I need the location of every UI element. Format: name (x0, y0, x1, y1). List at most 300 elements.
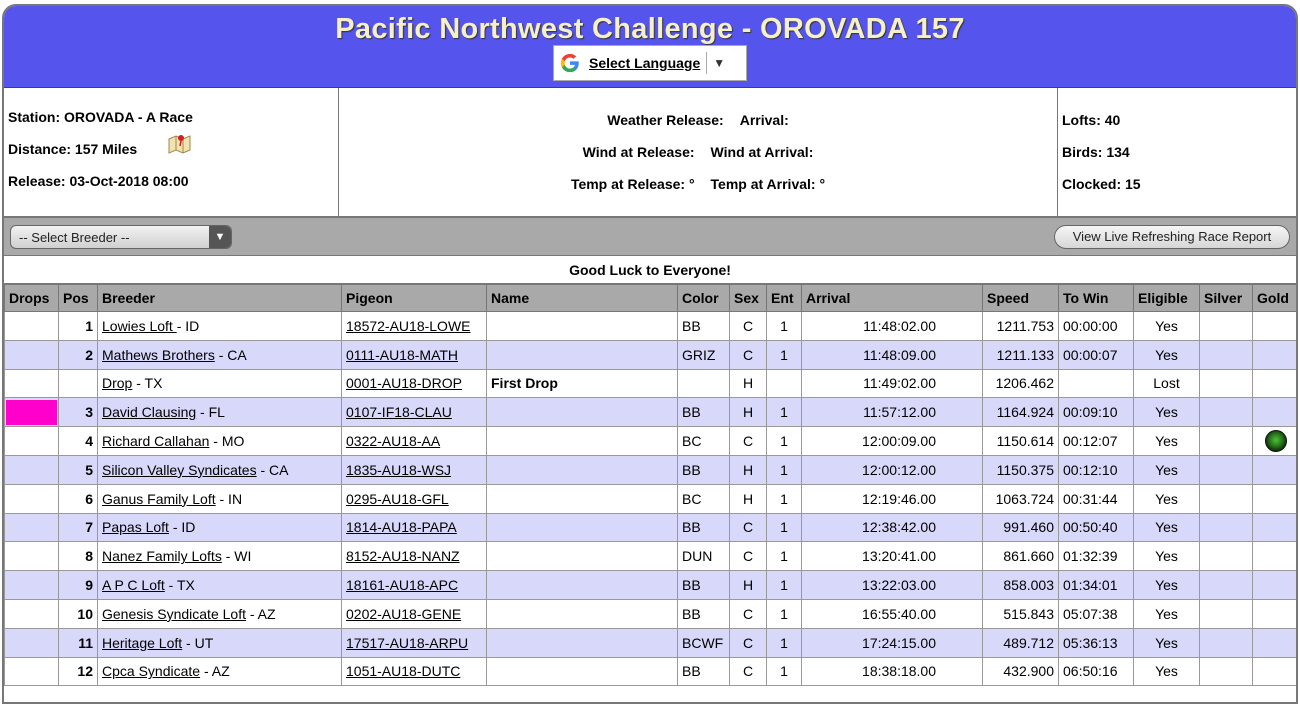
breeder-cell (98, 542, 342, 571)
to-win-cell (1059, 571, 1134, 600)
color-cell (678, 455, 730, 484)
table-row (5, 571, 1299, 600)
name-cell (487, 455, 678, 484)
entry-value: 1 (780, 605, 788, 622)
entry-cell (767, 628, 802, 657)
breeder-link[interactable]: A P C Loft (102, 577, 165, 594)
color-value: BB (682, 577, 701, 594)
column-header-drops: Drops (5, 285, 59, 312)
to-win-value: 00:12:07 (1063, 433, 1118, 450)
eligible-value: Yes (1155, 519, 1178, 536)
select-language-label[interactable]: Select Language (589, 55, 701, 71)
drop-marker (6, 400, 57, 425)
entry-cell (767, 657, 802, 686)
column-header-name: Name (487, 285, 678, 312)
toolbar (4, 218, 1296, 256)
position-value: 11 (78, 634, 93, 651)
pigeon-link[interactable]: 0322-AU18-AA (346, 433, 441, 450)
position-value: 12 (77, 663, 93, 680)
arrival-cell (802, 599, 983, 628)
color-value: GRIZ (682, 346, 716, 363)
temp-arrival-text: Temp at Arrival: ° (710, 176, 826, 192)
to-win-cell (1059, 628, 1134, 657)
sex-cell (730, 657, 767, 686)
pigeon-cell (342, 455, 487, 484)
pigeon-name: First Drop (491, 375, 558, 392)
race-stats (1058, 88, 1296, 216)
name-cell (487, 340, 678, 369)
eligible-cell (1134, 398, 1200, 427)
drops-cell (5, 571, 59, 600)
speed-cell (983, 340, 1059, 369)
speed-value: 489.712 (1003, 634, 1054, 651)
arrival-cell (802, 571, 983, 600)
drops-cell (5, 657, 59, 686)
sex-cell (730, 398, 767, 427)
to-win-cell (1059, 312, 1134, 341)
message-banner: Good Luck to Everyone! (4, 256, 1296, 284)
map-icon[interactable] (167, 131, 193, 155)
drops-cell (5, 599, 59, 628)
name-cell (487, 657, 678, 686)
breeder-link[interactable]: Ganus Family Loft (102, 490, 216, 507)
color-cell (678, 628, 730, 657)
arrival-value: 13:20:41.00 (862, 548, 936, 565)
speed-cell (983, 398, 1059, 427)
position-cell (59, 455, 98, 484)
language-selector[interactable] (553, 45, 747, 81)
weather-release-text: Weather Release: (607, 112, 724, 128)
drops-cell (5, 542, 59, 571)
wind-arrival-text: Wind at Arrival: (710, 144, 814, 160)
color-value: BB (682, 605, 701, 622)
to-win-value: 05:07:38 (1063, 605, 1118, 622)
color-cell (678, 513, 730, 542)
breeder-cell (98, 628, 342, 657)
sex-cell (730, 628, 767, 657)
entry-cell (767, 599, 802, 628)
live-race-report-button[interactable]: View Live Refreshing Race Report (1054, 225, 1290, 249)
silver-cell (1200, 484, 1253, 513)
gold-cell (1253, 571, 1299, 600)
speed-value: 861.660 (1003, 548, 1054, 565)
eligible-value: Yes (1155, 634, 1178, 651)
distance-text: Distance: 157 Miles (8, 141, 138, 157)
drops-cell (5, 427, 59, 456)
breeder-link[interactable]: Heritage Loft (102, 634, 183, 651)
birds-count: Birds: 134 (1062, 144, 1130, 160)
entry-value: 1 (780, 490, 788, 507)
speed-value: 1206.462 (995, 375, 1054, 392)
temp-release-text: Temp at Release: ° (570, 176, 695, 192)
drops-cell (5, 398, 59, 427)
table-row (5, 599, 1299, 628)
column-header-arrival: Arrival (802, 285, 983, 312)
sex-cell (730, 340, 767, 369)
breeder-cell (98, 599, 342, 628)
pigeon-link[interactable]: 0001-AU18-DROP (346, 375, 462, 392)
eligible-value: Yes (1155, 404, 1178, 421)
sex-value: C (742, 548, 754, 565)
pigeon-link[interactable]: 18161-AU18-APC (346, 577, 459, 594)
eligible-value: Yes (1155, 663, 1178, 680)
speed-cell (983, 599, 1059, 628)
eligible-cell (1134, 513, 1200, 542)
silver-cell (1200, 628, 1253, 657)
pigeon-link[interactable]: 8152-AU18-NANZ (346, 548, 460, 565)
to-win-value: 00:12:10 (1063, 461, 1118, 478)
position-value: 2 (85, 346, 93, 363)
silver-cell (1200, 369, 1253, 398)
breeder-link[interactable]: Genesis Syndicate Loft (102, 605, 246, 622)
entry-value: 1 (780, 548, 788, 565)
drops-cell (5, 455, 59, 484)
sex-value: H (742, 404, 754, 421)
pigeon-cell (342, 571, 487, 600)
sex-cell (730, 427, 767, 456)
arrival-value: 12:00:12.00 (862, 461, 936, 478)
color-value: BC (682, 490, 702, 507)
speed-cell (983, 484, 1059, 513)
speed-value: 1150.375 (996, 461, 1054, 478)
column-header-color: Color (678, 285, 730, 312)
breeder-link[interactable]: Silicon Valley Syndicates (102, 461, 257, 478)
table-row (5, 398, 1299, 427)
clocked-count: Clocked: 15 (1062, 176, 1141, 192)
breeder-state: - TX (164, 577, 195, 594)
color-value: BB (682, 519, 701, 536)
arrival-value: 16:55:40.00 (862, 605, 936, 622)
entry-value: 1 (780, 577, 788, 594)
color-value: DUN (682, 548, 713, 565)
sex-value: C (742, 317, 754, 334)
position-cell (59, 542, 98, 571)
gold-cell (1253, 599, 1299, 628)
position-value: 4 (85, 433, 93, 450)
arrival-cell (802, 427, 983, 456)
entry-cell (767, 398, 802, 427)
sex-cell (730, 571, 767, 600)
color-cell (678, 571, 730, 600)
breeder-link[interactable]: Richard Callahan (102, 433, 210, 450)
speed-value: 515.843 (1003, 605, 1054, 622)
sex-value: H (742, 461, 754, 478)
breeder-link[interactable]: Drop (102, 375, 133, 392)
gold-cell (1253, 455, 1299, 484)
gold-cell (1253, 312, 1299, 341)
eligible-value: Yes (1155, 461, 1178, 478)
sex-value: C (742, 433, 754, 450)
sex-value: C (742, 519, 754, 536)
race-results-table (4, 284, 1298, 686)
position-cell (59, 628, 98, 657)
sex-cell (730, 513, 767, 542)
to-win-value: 01:34:01 (1063, 577, 1118, 594)
pigeon-link[interactable]: 1051-AU18-DUTC (346, 663, 461, 680)
speed-value: 858.003 (1003, 577, 1054, 594)
chevron-down-icon[interactable]: ▼ (209, 226, 231, 248)
breeder-state: - CA (214, 346, 247, 363)
entry-value: 1 (780, 317, 788, 334)
column-header-breeder: Breeder (98, 285, 342, 312)
arrival-cell (802, 398, 983, 427)
pigeon-link[interactable]: 0202-AU18-GENE (346, 605, 462, 622)
breeder-cell (98, 657, 342, 686)
arrival-cell (802, 628, 983, 657)
eligible-value: Yes (1155, 490, 1178, 507)
pigeon-cell (342, 513, 487, 542)
pigeon-cell (342, 398, 487, 427)
silver-cell (1200, 571, 1253, 600)
pigeon-link[interactable]: 1814-AU18-PAPA (346, 519, 457, 536)
drops-cell (5, 312, 59, 341)
speed-cell (983, 628, 1059, 657)
to-win-cell (1059, 340, 1134, 369)
speed-cell (983, 427, 1059, 456)
eligible-cell (1134, 542, 1200, 571)
eligible-cell (1134, 340, 1200, 369)
drops-cell (5, 513, 59, 542)
pigeon-link[interactable]: 0111-AU18-MATH (346, 346, 459, 363)
color-value: BB (682, 404, 701, 421)
position-cell (59, 657, 98, 686)
breeder-link[interactable]: Mathews Brothers (102, 346, 215, 363)
eligible-cell (1134, 455, 1200, 484)
pigeon-link[interactable]: 0107-IF18-CLAU (346, 404, 452, 421)
arrival-value: 12:00:09.00 (862, 433, 936, 450)
entry-cell (767, 455, 802, 484)
sex-value: C (742, 605, 754, 622)
color-value: BB (682, 663, 701, 680)
color-cell (678, 542, 730, 571)
gold-cell (1253, 657, 1299, 686)
breeder-link[interactable]: Papas Loft (102, 519, 169, 536)
entry-cell (767, 542, 802, 571)
breeder-link[interactable]: David Clausing (102, 404, 197, 421)
eligible-value: Yes (1155, 577, 1178, 594)
breeder-cell (98, 427, 342, 456)
sex-cell (730, 369, 767, 398)
position-value: 9 (85, 577, 93, 594)
name-cell (487, 427, 678, 456)
color-value: BC (682, 433, 702, 450)
table-row (5, 340, 1299, 369)
pigeon-cell (342, 340, 487, 369)
release-text: Release: 03-Oct-2018 08:00 (8, 173, 189, 189)
breeder-link[interactable]: Nanez Family Lofts (102, 548, 222, 565)
position-value: 7 (85, 519, 93, 536)
color-cell (678, 340, 730, 369)
arrival-value: 18:38:18.00 (862, 663, 936, 680)
color-cell (678, 657, 730, 686)
silver-cell (1200, 312, 1253, 341)
silver-cell (1200, 398, 1253, 427)
position-value: 8 (85, 548, 93, 565)
entry-value: 1 (780, 634, 788, 651)
eligible-value: Yes (1155, 433, 1178, 450)
entry-value: 1 (780, 404, 788, 421)
speed-value: 432.900 (1003, 663, 1054, 680)
color-value: BCWF (682, 634, 724, 651)
breeder-cell (98, 312, 342, 341)
speed-cell (983, 571, 1059, 600)
gold-cell (1253, 542, 1299, 571)
green-light-icon (1265, 430, 1287, 452)
arrival-value: 13:22:03.00 (862, 577, 936, 594)
page-header (4, 6, 1296, 88)
table-row (5, 312, 1299, 341)
entry-cell (767, 513, 802, 542)
position-value: 6 (85, 490, 93, 507)
column-header-to-win: To Win (1059, 285, 1134, 312)
silver-cell (1200, 427, 1253, 456)
name-cell (487, 542, 678, 571)
eligible-value: Yes (1155, 346, 1178, 363)
sex-cell (730, 542, 767, 571)
sex-cell (730, 455, 767, 484)
sex-value: C (742, 663, 754, 680)
entry-value: 1 (780, 461, 788, 478)
pigeon-cell (342, 427, 487, 456)
position-cell (59, 427, 98, 456)
breeder-state: - MO (209, 433, 245, 450)
weather-info (339, 88, 1058, 216)
to-win-cell (1059, 398, 1134, 427)
pigeon-link[interactable]: 0295-AU18-GFL (346, 490, 449, 507)
table-row (5, 369, 1299, 398)
drops-cell (5, 340, 59, 369)
race-station-info (4, 88, 339, 216)
chevron-down-icon[interactable]: ▼ (713, 56, 726, 70)
color-cell (678, 312, 730, 341)
color-cell (678, 427, 730, 456)
breeder-link[interactable]: Lowies Loft (102, 317, 177, 334)
gold-cell (1253, 340, 1299, 369)
to-win-value: 00:00:07 (1063, 346, 1118, 363)
position-cell (59, 340, 98, 369)
to-win-value: 00:31:44 (1063, 490, 1118, 507)
eligible-cell (1134, 599, 1200, 628)
breeder-link[interactable]: Cpca Syndicate (102, 663, 201, 680)
breeder-cell (98, 340, 342, 369)
pigeon-cell (342, 542, 487, 571)
eligible-cell (1134, 427, 1200, 456)
sex-value: H (742, 375, 754, 392)
to-win-value: 01:32:39 (1063, 548, 1118, 565)
arrival-cell (802, 340, 983, 369)
name-cell (487, 513, 678, 542)
eligible-cell (1134, 657, 1200, 686)
breeder-state: - UT (182, 634, 214, 651)
position-cell (59, 369, 98, 398)
breeder-state: - ID (168, 519, 196, 536)
color-cell (678, 369, 730, 398)
breeder-cell (98, 571, 342, 600)
arrival-value: 17:24:15.00 (862, 634, 936, 651)
to-win-cell (1059, 513, 1134, 542)
speed-cell (983, 369, 1059, 398)
pigeon-link[interactable]: 17517-AU18-ARPU (346, 634, 469, 651)
table-row (5, 427, 1299, 456)
speed-cell (983, 312, 1059, 341)
speed-cell (983, 542, 1059, 571)
to-win-cell (1059, 427, 1134, 456)
table-row (5, 628, 1299, 657)
silver-cell (1200, 340, 1253, 369)
pigeon-link[interactable]: 1835-AU18-WSJ (346, 461, 452, 478)
sex-value: C (742, 346, 754, 363)
breeder-state: - WI (221, 548, 252, 565)
sex-value: C (742, 634, 754, 651)
breeder-cell (98, 369, 342, 398)
silver-cell (1200, 542, 1253, 571)
race-info-panel (4, 88, 1296, 218)
speed-value: 1211.753 (996, 317, 1054, 334)
eligible-cell (1134, 571, 1200, 600)
name-cell (487, 369, 678, 398)
arrival-value: 11:57:12.00 (863, 404, 936, 421)
select-breeder-value: -- Select Breeder -- (19, 230, 130, 245)
select-breeder-dropdown[interactable] (10, 225, 232, 249)
arrival-value: 11:48:09.00 (863, 346, 936, 363)
silver-cell (1200, 455, 1253, 484)
color-value: BB (682, 461, 701, 478)
table-header-row (5, 285, 1299, 312)
to-win-value: 06:50:16 (1063, 663, 1118, 680)
distance-row (8, 140, 338, 172)
color-cell (678, 398, 730, 427)
pigeon-link[interactable]: 18572-AU18-LOWE (346, 317, 471, 334)
entry-cell (767, 427, 802, 456)
pigeon-cell (342, 369, 487, 398)
entry-value: 1 (780, 519, 788, 536)
position-cell (59, 312, 98, 341)
column-header-pos: Pos (59, 285, 98, 312)
arrival-value: 11:48:02.00 (863, 317, 936, 334)
gold-cell (1253, 513, 1299, 542)
drops-cell (5, 484, 59, 513)
position-cell (59, 571, 98, 600)
entry-cell (767, 369, 802, 398)
silver-cell (1200, 599, 1253, 628)
eligible-cell (1134, 484, 1200, 513)
eligible-cell (1134, 628, 1200, 657)
breeder-state: - ID (176, 317, 200, 334)
arrival-cell (802, 657, 983, 686)
pigeon-cell (342, 484, 487, 513)
speed-value: 1164.924 (996, 404, 1054, 421)
language-divider (706, 52, 707, 74)
name-cell (487, 628, 678, 657)
eligible-value: Yes (1155, 317, 1178, 334)
speed-cell (983, 657, 1059, 686)
name-cell (487, 484, 678, 513)
name-cell (487, 398, 678, 427)
race-report-window (2, 4, 1298, 704)
to-win-cell (1059, 455, 1134, 484)
to-win-value: 00:50:40 (1063, 519, 1118, 536)
arrival-text: Arrival: (739, 112, 789, 128)
arrival-cell (802, 484, 983, 513)
position-value: 1 (85, 317, 93, 334)
speed-cell (983, 513, 1059, 542)
speed-value: 1063.724 (995, 490, 1054, 507)
to-win-value: 00:09:10 (1063, 404, 1118, 421)
entry-value: 1 (780, 433, 788, 450)
to-win-cell (1059, 599, 1134, 628)
silver-cell (1200, 657, 1253, 686)
eligible-cell (1134, 312, 1200, 341)
